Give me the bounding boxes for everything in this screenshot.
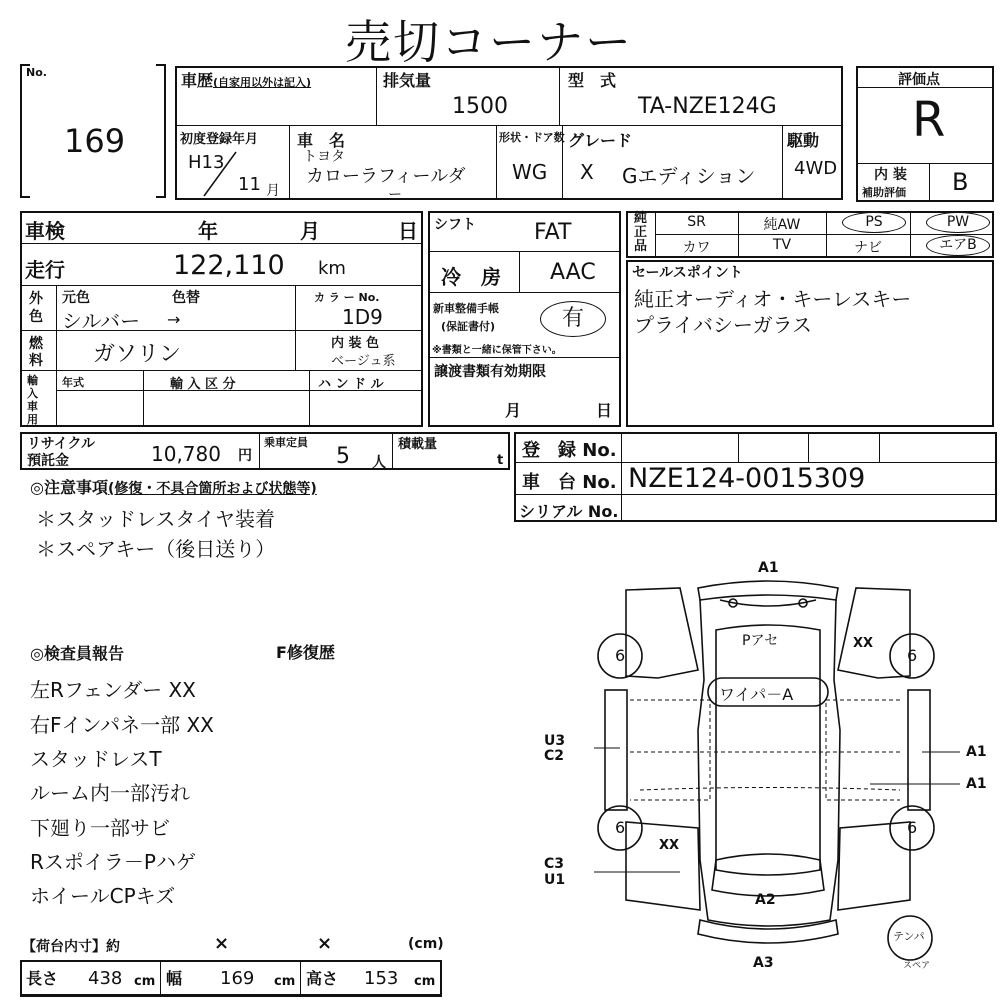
dmg-rear: A2: [755, 892, 776, 908]
dmg-left-1: U3: [544, 733, 566, 749]
transfer-month: 月: [505, 401, 522, 420]
mileage-unit: km: [318, 258, 346, 279]
original-color: シルバー: [62, 309, 141, 333]
equip-pw: PW: [926, 212, 990, 233]
car-name-label: 車 名: [297, 131, 346, 150]
recycle-unit: 円: [238, 448, 252, 464]
equip-tv: TV: [772, 237, 792, 253]
cargo-x2: ×: [317, 933, 333, 954]
lot-number-box: [20, 64, 166, 198]
history-note: (自家用以外は記入): [213, 76, 312, 89]
chassis-label: 車 台 No.: [522, 472, 617, 493]
height-value: 153: [364, 968, 399, 989]
load-label: 積載量: [398, 437, 438, 452]
dmg-right-2: A1: [966, 776, 987, 792]
lot-no-label: No.: [26, 66, 47, 79]
length-label: 長さ: [26, 969, 59, 988]
drive-label: 駆動: [787, 131, 820, 150]
interior-color-label: 内 装 色: [331, 336, 380, 351]
report-item: 右Fインパネ一部 XX: [30, 713, 214, 737]
color-code-label: カ ラ ー No.: [314, 291, 380, 304]
import-label: 輸入車用: [27, 374, 38, 426]
record-book-label-1: 新車整備手帳: [433, 302, 499, 315]
page-title: 売切コーナー: [345, 15, 633, 69]
shift-value: FAT: [534, 220, 572, 245]
cargo-label: 【荷台内寸】約: [22, 939, 120, 955]
displacement-value: 1500: [452, 94, 508, 119]
length-unit: cm: [134, 974, 156, 989]
equip-aw: 純AW: [763, 217, 801, 233]
recycle-label-2: 預託金: [27, 453, 69, 469]
slash-mark: [200, 150, 240, 198]
notes-label: ◎注意事項: [30, 478, 108, 497]
dmg-tire-fl: 6: [615, 646, 626, 665]
dmg-tire-rr: 6: [907, 818, 918, 837]
dmg-left-2: C2: [544, 748, 565, 764]
color-side-label-1: 外: [29, 291, 43, 307]
mileage-value: 122,110: [173, 250, 285, 281]
capacity-unit: 人: [372, 455, 386, 471]
record-book-circle: [540, 301, 606, 337]
car-name-2: ー: [388, 187, 402, 203]
equip-airbag: エアB: [926, 235, 990, 256]
capacity-label: 乗車定員: [264, 436, 308, 449]
fuel-label-2: 料: [29, 353, 43, 369]
dmg-roof: Pアセ: [742, 633, 779, 649]
transfer-label: 譲渡書類有効期限: [434, 364, 546, 380]
color-side-label-2: 色: [29, 309, 43, 325]
first-reg-year: H13: [188, 152, 225, 173]
dmg-wiper: ワイパ－A: [719, 685, 794, 704]
inspection-year: 年: [198, 219, 218, 243]
handle-label: ハ ン ド ル: [318, 377, 384, 392]
score-value: R: [912, 92, 946, 148]
dmg-tire-rl: 6: [615, 818, 626, 837]
recycle-label-1: リサイクル: [27, 436, 96, 452]
color-change-label: 色替: [172, 290, 200, 306]
report-item: スタッドレスT: [30, 747, 162, 771]
load-unit: t: [497, 453, 504, 468]
dmg-xx-rear: XX: [659, 838, 680, 853]
report-item: 下廻り一部サビ: [30, 816, 170, 840]
tempa-label: テンパ: [893, 930, 925, 943]
spare-label: スペア: [903, 961, 931, 971]
grade-label: グレード: [568, 131, 633, 150]
cargo-x1: ×: [214, 933, 230, 954]
record-book-note: ※書類と一緒に保管下さい。: [432, 345, 562, 356]
import-year-label: 年式: [62, 376, 84, 389]
sales-point-line-2: プライバシーガラス: [634, 313, 812, 337]
notes-sub: (修復・不具合箇所および状態等): [107, 481, 317, 497]
sales-point-label: セールスポイント: [632, 265, 743, 281]
body-shape-value: WG: [512, 160, 548, 184]
grade-mark: X: [580, 160, 594, 184]
cargo-unit: (cm): [408, 936, 444, 952]
equip-ps: PS: [842, 212, 906, 233]
recycle-value: 10,780: [151, 442, 221, 466]
body-shape-label: 形状・ドア数: [499, 131, 565, 144]
report-item: 左Rフェンダー XX: [30, 678, 196, 702]
first-reg-label: 初度登録年月: [180, 132, 259, 147]
height-label: 高さ: [306, 969, 339, 988]
report-label: ◎検査員報告: [30, 644, 124, 663]
import-type-label: 輸 入 区 分: [170, 377, 236, 392]
car-name-1: カローラフィールダ: [306, 166, 466, 187]
inspection-label: 車検: [25, 219, 65, 243]
equipment-label: 純正品: [634, 211, 648, 254]
serial-label: シリアル No.: [519, 502, 619, 521]
grade-value: Gエディション: [622, 164, 756, 188]
sales-point-line-1: 純正オーディオ・キーレスキー: [634, 287, 912, 311]
width-unit: cm: [274, 974, 296, 989]
inspection-day: 日: [398, 219, 418, 243]
displacement-label: 排気量: [383, 71, 432, 90]
length-value: 438: [88, 968, 123, 989]
equip-navi: ナビ: [854, 240, 882, 256]
car-maker: トヨタ: [303, 149, 345, 165]
aircon-label: 冷 房: [441, 265, 501, 289]
width-label: 幅: [166, 969, 183, 988]
mileage-label: 走行: [25, 258, 65, 282]
report-item: ホイールCPキズ: [30, 884, 176, 908]
registration-label: 登 録 No.: [522, 440, 617, 461]
dmg-tire-fr: 6: [907, 646, 918, 665]
dmg-right-1: A1: [966, 744, 987, 760]
fuel-label-1: 燃: [29, 336, 43, 352]
color-arrow: →: [167, 310, 181, 329]
height-unit: cm: [414, 974, 436, 989]
dmg-left-3: C3: [544, 856, 565, 872]
aircon-value: AAC: [550, 260, 596, 285]
inspection-month: 月: [300, 219, 320, 243]
record-book-label-2: (保証書付): [441, 320, 496, 333]
dmg-bottom: A3: [753, 955, 774, 971]
car-damage-diagram: [530, 560, 1000, 980]
width-value: 169: [220, 968, 255, 989]
dmg-left-4: U1: [544, 872, 566, 888]
original-color-label: 元色: [62, 290, 90, 306]
shift-label: シフト: [434, 217, 476, 233]
report-item: Rスポイラ－Pハゲ: [30, 850, 196, 874]
model-label: 型 式: [568, 71, 617, 90]
drive-value: 4WD: [794, 158, 838, 179]
repair-history: F修復歴: [276, 643, 335, 662]
dmg-xx-front: XX: [853, 636, 874, 651]
record-book-value: 有: [561, 306, 584, 331]
first-reg-month-unit: 月: [266, 183, 280, 199]
model-value: TA-NZE124G: [638, 94, 777, 119]
dmg-top: A1: [758, 560, 779, 576]
chassis-value: NZE124-0015309: [628, 463, 866, 494]
notes-line-1: ＊スタッドレスタイヤ装着: [36, 507, 275, 531]
lot-number: 169: [64, 122, 126, 160]
interior-score-label-2: 補助評価: [862, 186, 906, 199]
equip-sr: SR: [687, 214, 706, 230]
notes-line-2: ＊スペアキー（後日送り）: [36, 537, 276, 561]
capacity-value: 5: [336, 444, 350, 469]
interior-score-value: B: [952, 168, 969, 196]
report-item: ルーム内一部汚れ: [30, 781, 190, 805]
interior-score-label-1: 内 装: [874, 167, 907, 183]
first-reg-month: 11: [238, 174, 261, 195]
transfer-day: 日: [596, 401, 613, 420]
history-label: 車歴: [181, 71, 214, 90]
score-label: 評価点: [898, 72, 940, 88]
interior-color: ベージュ系: [331, 354, 396, 369]
color-code: 1D9: [342, 305, 383, 329]
fuel-value: ガソリン: [93, 342, 182, 367]
equip-leather: カワ: [682, 240, 711, 256]
